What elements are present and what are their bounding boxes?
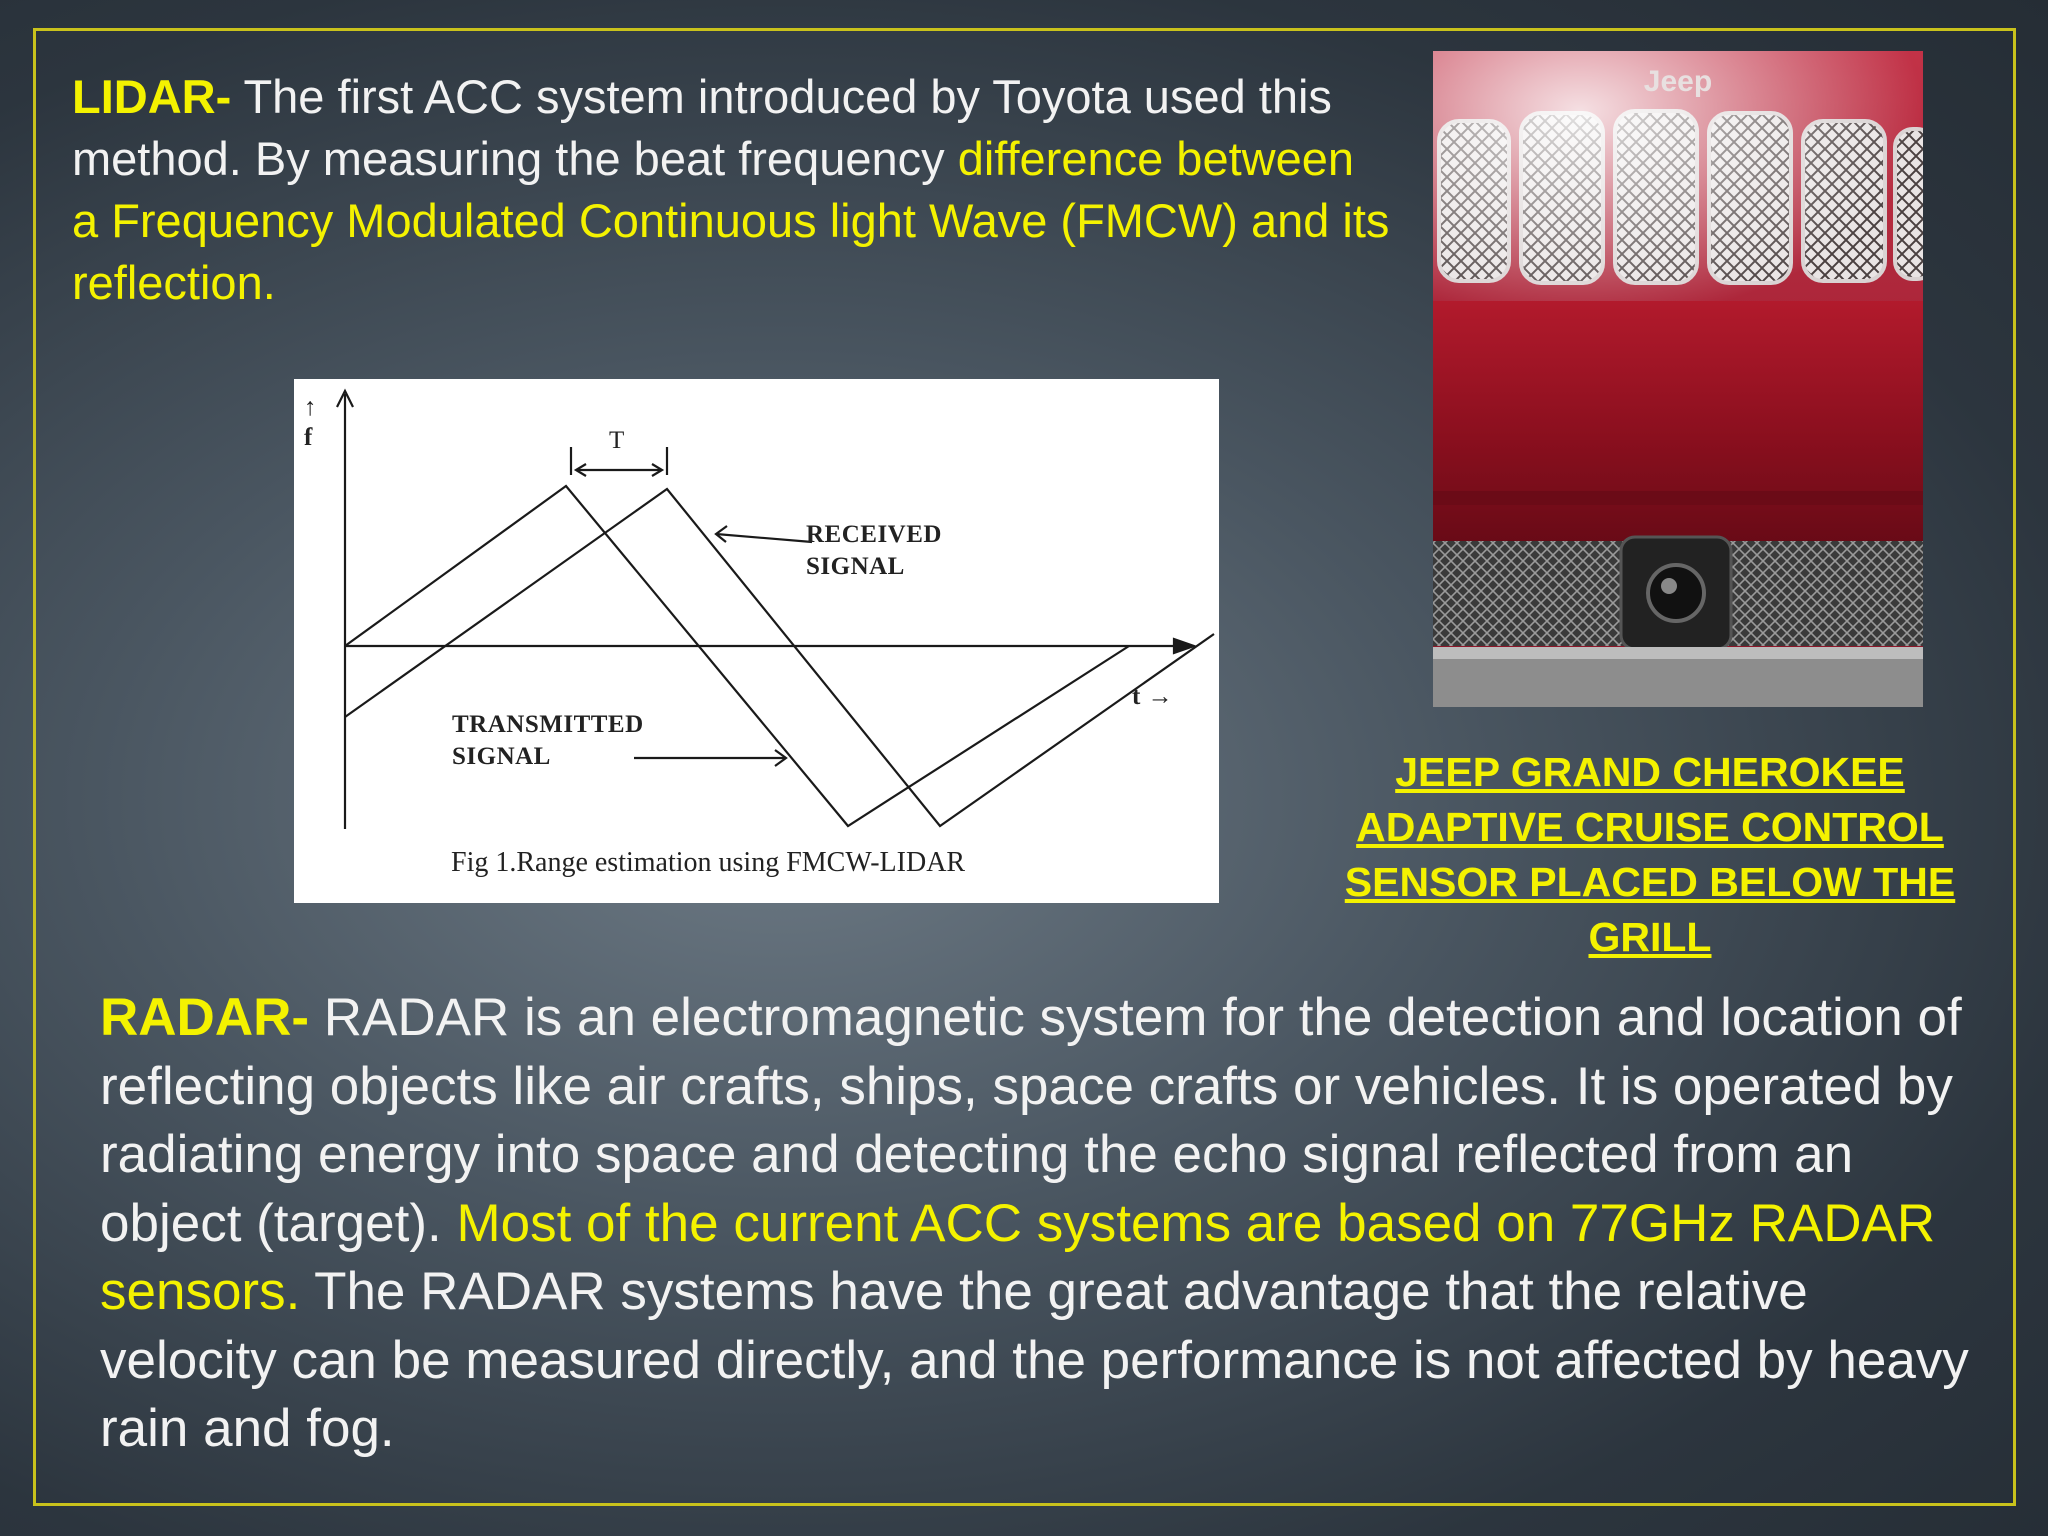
axis-y-label: ↑ f xyxy=(304,394,317,451)
fmcw-diagram xyxy=(294,379,1219,903)
lidar-keyword: LIDAR- xyxy=(72,70,232,123)
lidar-highlight: difference between a Frequency Modulated Continuous light Wave (FMCW) and its reflection. xyxy=(72,132,1390,309)
figure-caption: Fig 1.Range estimation using FMCW-LIDAR xyxy=(451,847,966,878)
received-pointer xyxy=(716,534,812,542)
transmitted-signal-label: TRANSMITTED SIGNAL xyxy=(452,711,644,770)
lidar-paragraph xyxy=(72,66,1392,314)
radar-text-2: The RADAR systems have the great advantage that the relative velocity can be measured directly, and the performance is not affected by heavy rain and fog. xyxy=(100,1262,1969,1458)
jeep-badge: Jeep xyxy=(1643,65,1713,98)
radar-paragraph xyxy=(100,984,1990,1464)
jeep-grill-photo xyxy=(1433,51,1923,707)
radar-text-1: RADAR is an electromagnetic system for the detection and location of reflecting objects like air crafts, ships, space crafts or vehicles. It is operated by radiating energy into space and detecting the echo signal reflected from an object (target). xyxy=(100,988,1962,1253)
axis-x-label: t → xyxy=(1132,683,1174,710)
received-signal-label: RECEIVED SIGNAL xyxy=(806,521,942,580)
radar-highlight: Most of the current ACC systems are based on 77GHz RADAR sensors. xyxy=(100,1193,1936,1321)
photo-caption xyxy=(1310,745,1990,965)
acc-sensor xyxy=(1648,565,1704,621)
fmcw-lidar-figure xyxy=(294,379,1219,903)
period-label: T xyxy=(609,427,625,454)
lidar-text: The first ACC system introduced by Toyota used this method. By measuring the beat frequency xyxy=(72,70,1332,185)
photo-caption-text: JEEP GRAND CHEROKEE ADAPTIVE CRUISE CONTROL SENSOR PLACED BELOW THE GRILL xyxy=(1344,749,1956,960)
radar-keyword: RADAR- xyxy=(100,988,310,1047)
jeep-grill-illustration xyxy=(1433,51,1923,707)
